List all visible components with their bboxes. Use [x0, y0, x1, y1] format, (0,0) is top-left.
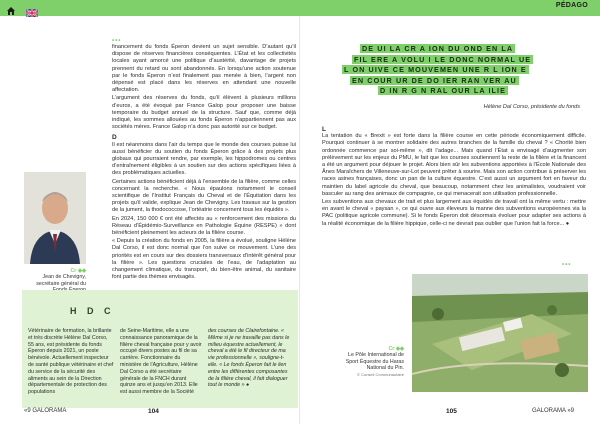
top-bar — [0, 0, 600, 16]
pull-quote — [342, 44, 578, 97]
quote-attribution: Hélène Dal Corso, présidente du fonds — [483, 104, 580, 110]
dots-ornament: ••• — [562, 262, 572, 268]
photo-caption — [340, 346, 404, 378]
subheading: D — [112, 134, 117, 142]
subheading: L — [322, 126, 326, 133]
caption-icon: Cr ◆◆ — [388, 346, 404, 352]
paragraph: financement du fonds Éperon devient un sujet sensible. D’autant qu’il dispose de réserves financières conséquentes. L’État et les collectivités locales ayant amorcé une politique d’austérité, davantage de projets prennent du retard ou sont abandonnés. En lorsqu’une action soutenue par le fonds Éperon n’est finalement pas menée à bien, l’argent non dépensé est placé dans les réserves en attendant une nouvelle affectation. — [112, 44, 296, 94]
bio-column: Vétérinaire de formation, la brillante et très discrète Hélène Dal Corso, 55 ans, est présidente du fonds Éperon depuis 2021, un poste bénévole. Actuellement inspecteur de santé publique vétérinaire et chef du service de la sécurité des aliments au sein de la Direction départementale de protection des populations — [28, 328, 114, 396]
right-page-number: 105 — [446, 408, 457, 415]
left-page-number: 104 — [148, 408, 159, 415]
paragraph: « Depuis la création du fonds en 2005, la filière a évolué, souligne Hélène Dal Corso, il est donc normal que l’on suive ce mouvement. L’une des priorités est en cours sur des dossiers transversaux d’intérêt général pour la filière ». Les questions cruciales de l’eau, de l’adaptation au changement climatique, du transport, du bien-être animal, du sanitaire font partie des thèmes envisagés. — [112, 238, 296, 281]
paragraph: En 2024, 150 000 € ont été affectés au « renforcement des missions du Réseau d’Épidémio-Surveillance en Pathologie Équine (RESPE) » dont bénéficient pleinement les acteurs de la filière course. — [112, 215, 296, 237]
quote-line: D IN R G N RAL OUR LA ILIE — [380, 86, 507, 95]
left-footer: «9 GALORAMA — [24, 408, 67, 414]
section-tag: PÉDAGO — [555, 2, 588, 9]
paragraph: La tentation du « Brexit » est forte dans la filière course en cette période économiquement difficile. Pourquoi continuer à se montrer solidaire des autres branches de la famille du cheval ? « Chorité bien ordonnée commence par soi-même », dit l’adage... Mais quand l’État a envisagé d’augmenter son prélèvement sur les enjeux du PMU, le fait que les courses soutiennent la reste de la filière et la financent a été un argument pour déjouer le projet. Alors bien sûr les subventions apportées à l’École Nationale des Ânes Maraîchers de Villeneuve-sur-Lot peuvent prêter à sourire. Mais son action contribue à préserver les races asines françaises, donc un pan de la culture équestre. C’est aussi un argument fort en faveur du maintien du label agricole du cheval, que beaucoup, notamment chez les animalistes, voudraient voir basculer au rang des animaux de compagnie, ce qui menacerait son utilisation professionnelle. — [322, 133, 586, 197]
quote-line: FIL ERE A VOLU I LE DONC NORMAL UE — [354, 54, 532, 64]
left-text-column — [112, 44, 296, 283]
caption-text: Le Pôle International de Sport Équestre du Haras National du Pin. — [345, 352, 404, 372]
right-text-column — [322, 126, 586, 229]
quote-line: DE UI LA CR A ION DU OND EN LA — [362, 44, 514, 53]
caption-credit: © Conseil Communautaire — [357, 371, 404, 377]
paragraph: L’argument des réserves du fonds, qu’il élèvent à plusieurs millions d’euros, a été évoqué par France Galop pour proposer une baisse temporaire du budget annuel de la structure. Sauf que, comme déjà indiqué, les sommes allouées au fonds Éperon n’appartiennent pas aux sociétés mères. France Galop n’a donc pas autorité sur ce budget. — [112, 95, 296, 131]
bio-title: H D C — [70, 306, 115, 316]
home-icon[interactable] — [6, 3, 16, 13]
dots-ornament: ••• — [112, 38, 122, 44]
bio-column: des courses de Clairefontaine. « Même si je ne travaille pas dans le milieu équestre actuellement, le cheval a été le fil directeur de ma vie professionnelle », souligne-t-elle. « Le fonds Éperon fait le lien entre les différentes composantes de la filière cheval, il fait dialoguer tout le monde » ● — [208, 328, 290, 389]
quote-line: L ON UIVE CE MOUVEMEN UNE R L ION E — [344, 65, 527, 74]
paragraph: Certaines actions bénéficient déjà à l’ensemble de la filière, comme celles concernant la recherche. « Nous épaulons notamment le conseil scientifique de l’Institut Français du Cheval et de l’Équitation dans les projets qu’il valide, explique Jean de Chevigny. Les travaux sur la gestion de la jument, la thodococcose, l’ortéatrie concernent tous les équidés ». — [112, 178, 296, 214]
uk-flag-icon[interactable] — [26, 4, 38, 12]
right-footer: GALORAMA »9 — [532, 408, 575, 414]
aerial-photo — [412, 274, 588, 392]
paragraph: Les subventions aux chevaux de trait et plus largement aux équidés de travail ont la même vertu : mettre en avant le cheval « paysan », ce qui ouvre aux éleveurs la manne des subventions européennes via la PAC (politique agricole commune). Si le fonds Éperon doit désormais évoluer pour adapter ses actions à la réalité économique de la filière hippique, celle-ci ne devrait pas oublier que l’union fait la force... ● — [322, 199, 586, 227]
portrait-photo — [24, 172, 86, 264]
caption-text: Jean de Chevigny, secrétaire général du — [36, 274, 86, 287]
quote-line: EN COUR UR DE DO IER RAN VER AU — [352, 75, 517, 85]
page-gutter — [299, 16, 300, 424]
bio-column: de Seine-Maritime, elle a une connaissance panoramique de la filière cheval française pour y avoir occupé divers postes au fil de sa carrière. Fonctionnaire du ministère de l’Agriculture, Hélène Dal Corso a été secrétaire générale de la FNCH durant quinze ans et jusqu’en 2013. Elle est aussi membre de la Société — [120, 328, 202, 396]
caption-icon: Cr ◆◆ — [70, 268, 86, 274]
paragraph: Il est néanmoins dans l’air du temps que le monde des courses puisse lui aussi bénéficier du soutien du fonds Éperon grâce à des projets plus globaux qui pourraient rendre, par exemple, les hippodromes ou centres d’entraînement éligibles à un soutien sur des actions spécifiques liées à des problématiques actuelles. — [112, 141, 296, 177]
